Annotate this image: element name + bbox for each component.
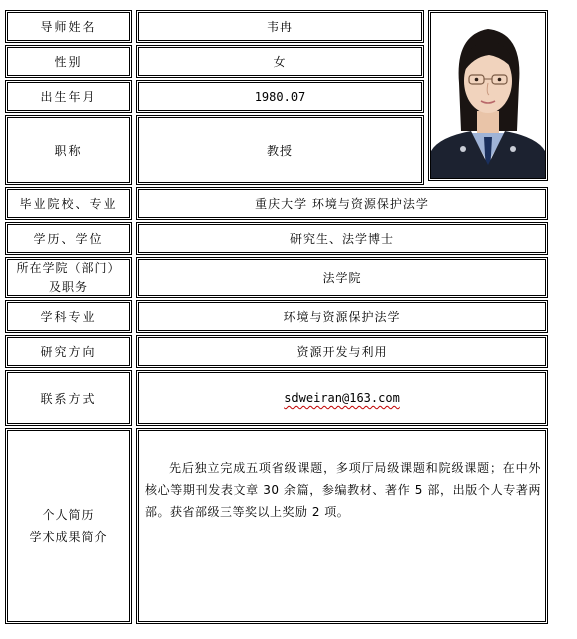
degree-label: 学历、学位 (5, 222, 132, 255)
photo-frame (428, 10, 548, 181)
title-label: 职称 (5, 115, 132, 185)
portrait-photo-icon (431, 13, 545, 178)
research-label: 研究方向 (5, 335, 132, 368)
name-label: 导师姓名 (5, 10, 132, 43)
contact-value (136, 370, 548, 426)
bio-value (136, 428, 548, 624)
contact-label: 联系方式 (5, 370, 132, 426)
gender-label: 性别 (5, 45, 132, 78)
bio-text: 先后独立完成五项省级课题，多项厅局级课题和院级课题；在中外核心等期刊发表文章 30 余篇，参编教材、著作 5 部，出版个人专著两部。获省部级三等奖以上奖励 2 项。 (145, 461, 541, 519)
dept-value: 法学院 (136, 257, 548, 298)
discipline-value: 环境与资源保护法学 (136, 300, 548, 333)
discipline-label: 学科专业 (5, 300, 132, 333)
research-value: 资源开发与利用 (136, 335, 548, 368)
name-value: 韦冉 (136, 10, 424, 43)
school-value: 重庆大学 环境与资源保护法学 (136, 187, 548, 220)
birth-value: 1980.07 (136, 80, 424, 113)
email-text[interactable]: sdweiran@163.com (284, 391, 400, 405)
title-value: 教授 (136, 115, 424, 185)
dept-label: 所在学院（部门） 及职务 (5, 257, 132, 298)
degree-value: 研究生、法学博士 (136, 222, 548, 255)
birth-label: 出生年月 (5, 80, 132, 113)
school-label: 毕业院校、专业 (5, 187, 132, 220)
bio-label: 个人简历 学术成果简介 (5, 428, 132, 624)
gender-value: 女 (136, 45, 424, 78)
